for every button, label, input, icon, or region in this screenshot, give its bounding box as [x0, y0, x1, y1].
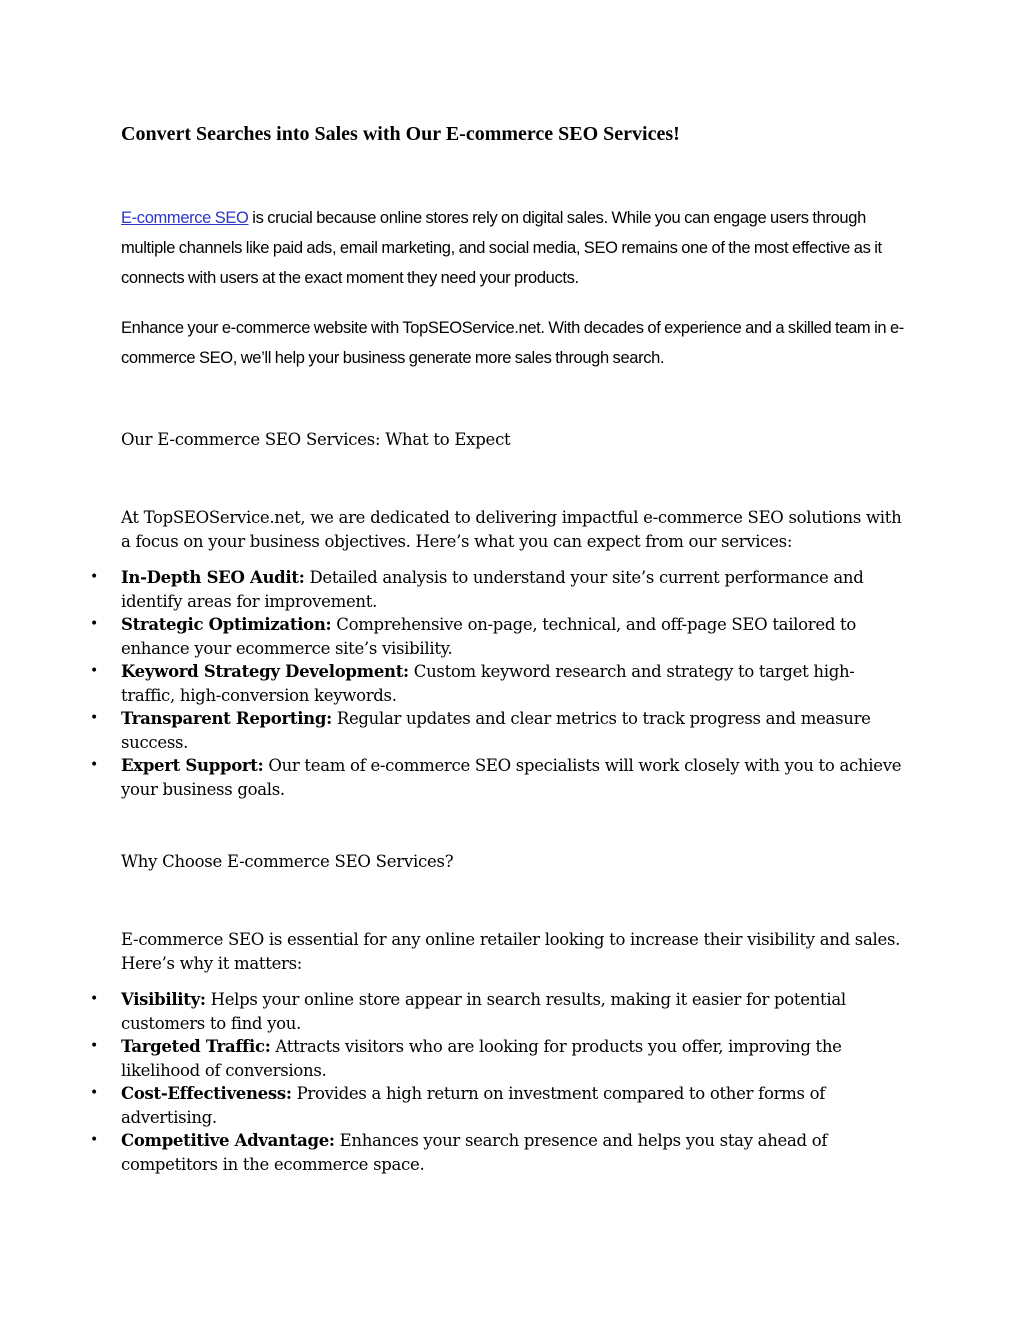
services-list	[90, 566, 906, 801]
why-list	[90, 988, 906, 1176]
list-item-lead: Transparent Reporting:	[121, 709, 332, 728]
list-item-text: Helps your online store appear in search results, making it easier for potential customers to find you.	[121, 990, 846, 1033]
bullet-icon: •	[90, 616, 98, 632]
bullet-icon: •	[90, 1132, 98, 1148]
list-item-lead: Expert Support:	[121, 756, 264, 775]
list-item-text: Provides a high return on investment compared to other forms of advertising.	[121, 1084, 826, 1127]
list-item-text: Attracts visitors who are looking for products you offer, improving the likelihood of conversions.	[121, 1037, 842, 1080]
list-item-text: Custom keyword research and strategy to target high-traffic, high-conversion keywords.	[121, 662, 855, 705]
list-item	[90, 1035, 906, 1082]
why-heading: Why Choose E-commerce SEO Services?	[121, 852, 454, 871]
list-item	[90, 660, 906, 707]
bullet-icon: •	[90, 991, 98, 1007]
bullet-icon: •	[90, 569, 98, 585]
list-item	[90, 566, 906, 613]
ecommerce-seo-link[interactable]: E-commerce SEO	[121, 209, 249, 227]
list-item-lead: In-Depth SEO Audit:	[121, 568, 305, 587]
intro-paragraph-2: Enhance your e-commerce website with TopSEOService.net. With decades of experience and a skilled team in e-commerce SEO, we’ll help your business generate more sales through search.	[121, 319, 904, 367]
list-item-text: Regular updates and clear metrics to track progress and measure success.	[121, 709, 871, 752]
why-intro-paragraph: E-commerce SEO is essential for any online retailer looking to increase their visibility and sales. Here’s why it matters:	[121, 930, 901, 973]
list-item-lead: Cost-Effectiveness:	[121, 1084, 292, 1103]
bullet-icon: •	[90, 757, 98, 773]
list-item-text: Detailed analysis to understand your site’s current performance and identify areas for improvement.	[121, 568, 864, 611]
list-item	[90, 988, 906, 1035]
list-item	[90, 1129, 906, 1176]
list-item	[90, 707, 906, 754]
bullet-icon: •	[90, 710, 98, 726]
bullet-icon: •	[90, 1038, 98, 1054]
bullet-icon: •	[90, 663, 98, 679]
list-item	[90, 754, 906, 801]
list-item	[90, 613, 906, 660]
services-intro-paragraph: At TopSEOService.net, we are dedicated to delivering impactful e-commerce SEO solutions with a focus on your business objectives. Here’s what you can expect from our services:	[121, 508, 902, 551]
list-item-lead: Strategic Optimization:	[121, 615, 332, 634]
list-item-text: Our team of e-commerce SEO specialists will work closely with you to achieve your business goals.	[121, 756, 902, 799]
intro-paragraph-1-text: is crucial because online stores rely on digital sales. While you can engage users through multiple channels like paid ads, email marketing, and social media, SEO remains one of the most effective as it connects with users at the exact moment they need your products.	[121, 209, 882, 287]
list-item	[90, 1082, 906, 1129]
list-item-text: Enhances your search presence and helps you stay ahead of competitors in the ecommerce space.	[121, 1131, 828, 1174]
list-item-lead: Keyword Strategy Development:	[121, 662, 409, 681]
bullet-icon: •	[90, 1085, 98, 1101]
document-title: Convert Searches into Sales with Our E-commerce SEO Services!	[121, 123, 680, 145]
list-item-lead: Competitive Advantage:	[121, 1131, 335, 1150]
list-item-lead: Targeted Traffic:	[121, 1037, 271, 1056]
services-heading: Our E-commerce SEO Services: What to Expect	[121, 430, 511, 449]
list-item-text: Comprehensive on-page, technical, and off-page SEO tailored to enhance your ecommerce site’s visibility.	[121, 615, 857, 658]
list-item-lead: Visibility:	[121, 990, 206, 1009]
intro-paragraph-1	[121, 203, 906, 293]
